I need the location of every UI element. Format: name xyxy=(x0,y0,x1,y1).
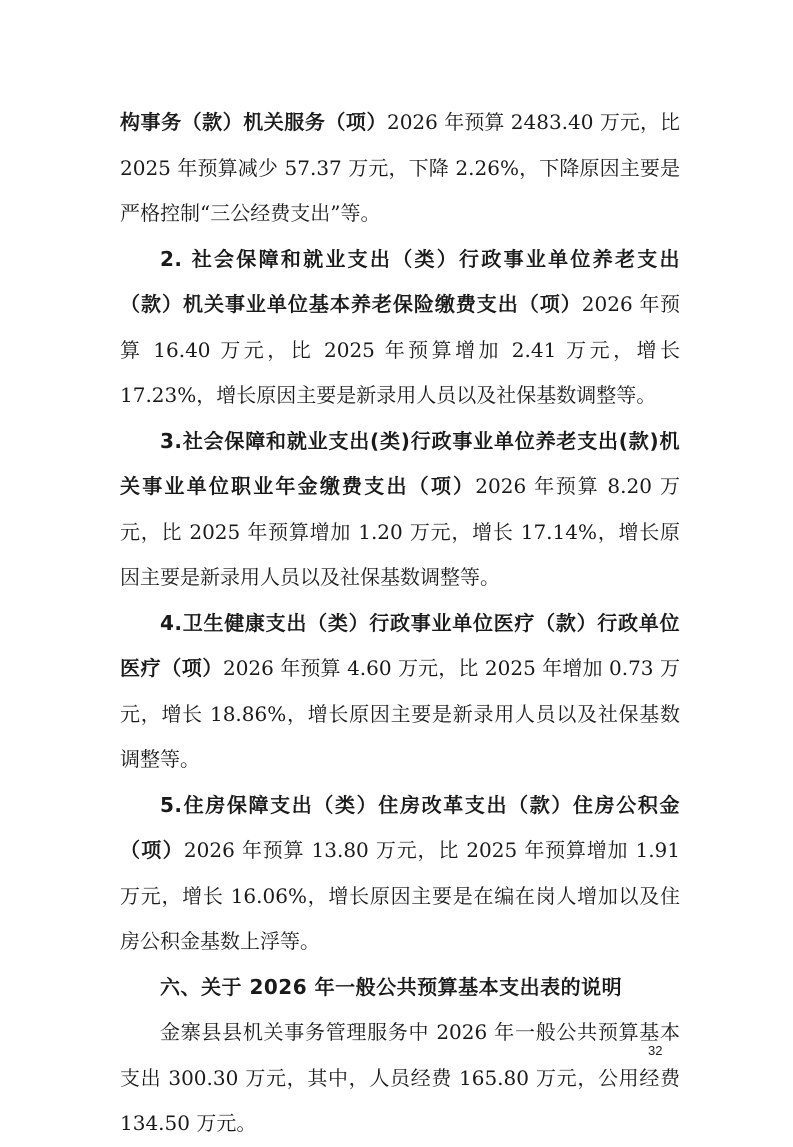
paragraph-3 xyxy=(120,419,680,601)
paragraph-4 xyxy=(120,601,680,783)
paragraph-2-text: 2026 年预算 16.40 万元，比 2025 年预算增加 2.41 万元，增长 17.23%，增长原因主要是新录用人员以及社保基数调整等。 xyxy=(120,292,680,407)
paragraph-4-text: 2026 年预算 4.60 万元，比 2025 年增加 0.73 万元，增长 18.86%，增长原因主要是新录用人员以及社保基数调整等。 xyxy=(120,656,680,771)
paragraph-3-heading: 3.社会保障和就业支出(类)行政事业单位养老支出(款)机关事业单位职业年金缴费支出（项） xyxy=(120,428,680,498)
paragraph-3-text: 2026 年预算 8.20 万元，比 2025 年预算增加 1.20 万元，增长 17.14%，增长原因主要是新录用人员以及社保基数调整等。 xyxy=(120,474,680,589)
section-text: 金寨县县机关事务管理服务中 2026 年一般公共预算基本支出 300.30 万元，其中，人员经费 165.80 万元，公用经费 134.50 万元。 xyxy=(120,1020,680,1135)
paragraph-5-text: 2026 年预算 13.80 万元，比 2025 年预算增加 1.91 万元，增长 16.06%，增长原因主要是在编在岗人增加以及住房公积金基数上浮等。 xyxy=(120,838,681,953)
paragraph-1-heading: 构事务（款）机关服务（项） xyxy=(120,110,387,134)
page-number: 32 xyxy=(648,1043,663,1058)
paragraph-5-heading: 5.住房保障支出（类）住房改革支出（款）住房公积金（项） xyxy=(120,792,680,862)
paragraph-2 xyxy=(120,237,680,419)
document-body xyxy=(120,100,680,1147)
paragraph-4-heading: 4.卫生健康支出（类）行政事业单位医疗（款）行政单位医疗（项） xyxy=(120,610,680,680)
paragraph-5 xyxy=(120,783,680,965)
paragraph-1 xyxy=(120,100,680,237)
paragraph-1-text: 2026 年预算 2483.40 万元，比 2025 年预算减少 57.37 万元，下降 2.26%，下降原因主要是严格控制“三公经费支出”等。 xyxy=(120,110,680,225)
section-heading: 六、关于 2026 年一般公共预算基本支出表的说明 xyxy=(160,974,623,999)
paragraph-2-heading: 2. 社会保障和就业支出（类）行政事业单位养老支出（款）机关事业单位基本养老保险缴费支出（项） xyxy=(120,246,680,316)
